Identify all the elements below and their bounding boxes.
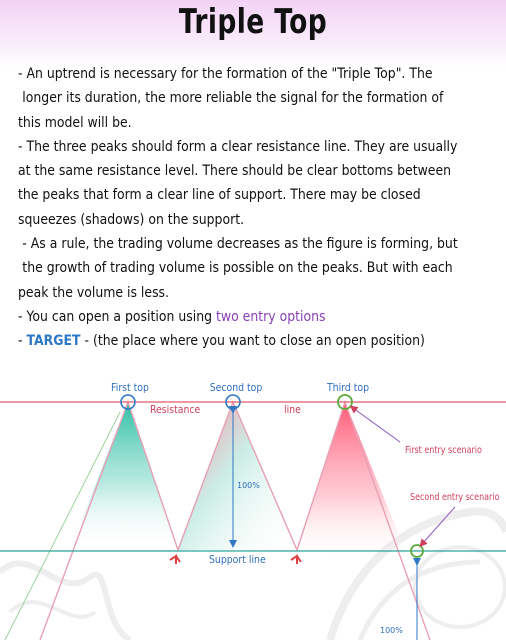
page-title: Triple Top [178,2,328,42]
first-entry-pointer [353,408,400,442]
support-line-label: Support line [209,554,266,567]
second-entry-label: Second entry scenario [410,492,500,504]
resistance-line-label: line [284,404,301,417]
support-shadow-mark [291,556,301,564]
text-line: squeezes (shadows) on the support. [18,211,245,228]
text-span: - You can open a position using [18,308,216,325]
text-line: the growth of trading volume is possible on the peaks. But with each [22,260,453,277]
description-text [18,62,498,354]
target-highlight: TARGET [26,333,81,350]
entry-options-highlight: two entry options [215,308,326,325]
text-span: - (the place where you want to close an open position) [80,333,425,350]
entry-options-line [18,305,431,329]
measure-percent-label: 100% [237,481,260,490]
first-entry-label: First entry scenario [405,445,482,457]
text-line: at the same resistance level. There should be clear bottoms between [18,163,452,180]
text-line: - As a rule, the trading volume decreases as the figure is forming, but [22,236,458,253]
text-line: - The three peaks should form a clear resistance line. They are usually [18,138,458,155]
first-top-label: First top [111,382,149,395]
support-shadow-mark [170,556,180,564]
triple-top-diagram [0,372,506,640]
resistance-label: Resistance [150,404,201,417]
text-line: longer its duration, the more reliable the signal for the formation of [22,90,444,107]
target-line [18,329,431,353]
text-line: this model will be. [18,114,132,131]
text-line: - An uptrend is necessary for the formation of the "Triple Top". The [18,66,433,82]
second-peak-triangle [178,402,297,550]
text-line: peak the volume is less. [18,284,170,301]
second-top-label: Second top [209,382,263,395]
first-peak-triangle [70,402,178,550]
text-span: - [18,333,27,350]
measure-percent-label: 100% [380,626,403,635]
third-top-label: Third top [326,382,370,395]
text-line: the peaks that form a clear line of support. There may be closed [18,187,421,204]
